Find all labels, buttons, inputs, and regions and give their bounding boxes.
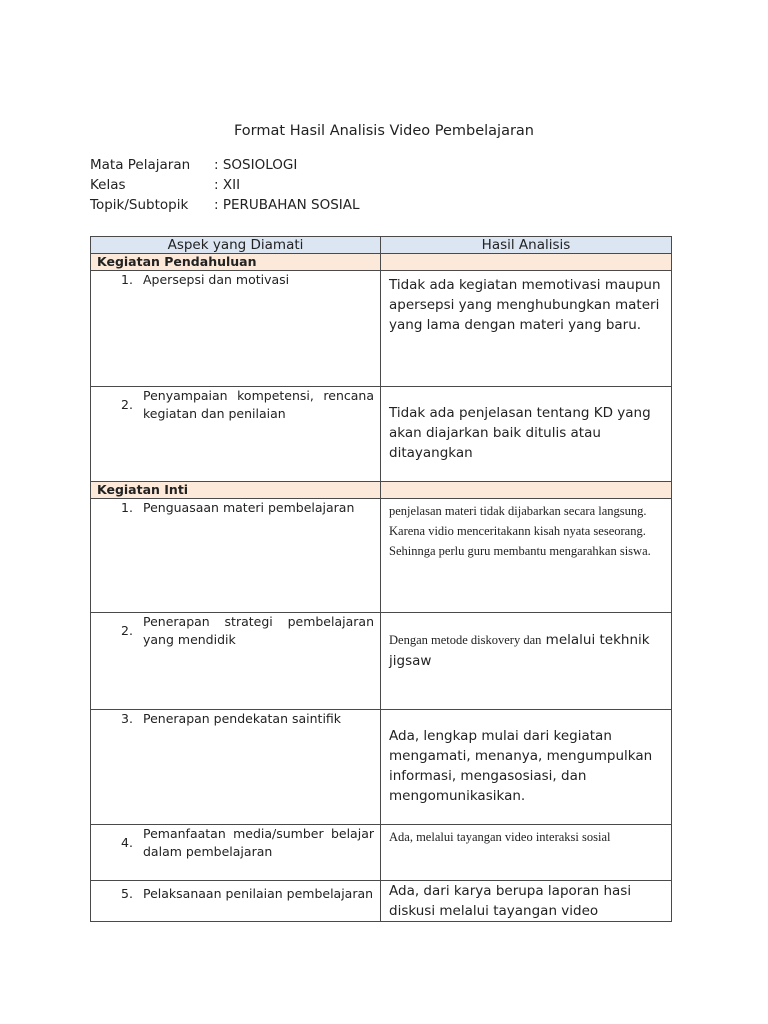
aspect-text: Penguasaan materi pembelajaran — [143, 500, 355, 515]
item-number: 2. — [121, 623, 133, 638]
section-empty-cell — [381, 254, 672, 271]
column-header-result: Hasil Analisis — [381, 237, 672, 254]
aspect-text: Apersepsi dan motivasi — [143, 272, 290, 287]
aspect-cell — [91, 881, 381, 922]
result-cell — [381, 499, 672, 613]
aspect-text: Pemanfaatan media/sumber belajar dalam pembelajaran — [143, 826, 374, 859]
table-row — [91, 825, 672, 881]
aspect-text: Penerapan pendekatan saintifik — [143, 711, 342, 726]
result-text: Ada, dari karya berupa laporan hasi diskusi melalui tayangan video — [389, 883, 632, 919]
result-text: Ada, melalui tayangan video interaksi sosial — [389, 830, 611, 844]
aspect-cell — [91, 825, 381, 881]
result-cell — [381, 613, 672, 710]
item-number: 1. — [121, 500, 133, 515]
meta-label: Kelas — [90, 177, 126, 193]
aspect-cell — [91, 387, 381, 482]
section-title: Kegiatan Pendahuluan — [91, 254, 381, 271]
table-header-row — [91, 237, 672, 254]
aspect-item — [91, 881, 380, 903]
meta-value: : XII — [214, 177, 241, 193]
aspect-text: Penyampaian kompetensi, rencana kegiatan dan penilaian — [143, 388, 374, 421]
result-text-part: Dengan metode diskovery dan — [389, 633, 542, 647]
item-number: 3. — [121, 711, 133, 726]
aspect-item — [91, 825, 380, 861]
aspect-cell — [91, 710, 381, 825]
result-cell — [381, 881, 672, 922]
section-row-pendahuluan — [91, 254, 672, 271]
table-row — [91, 499, 672, 613]
aspect-item — [91, 499, 380, 517]
section-row-inti — [91, 482, 672, 499]
result-text: Tidak ada penjelasan tentang KD yang akan diajarkan baik ditulis atau ditayangkan — [389, 405, 651, 461]
result-text — [381, 613, 671, 671]
table-row — [91, 271, 672, 387]
result-text: penjelasan materi tidak dijabarkan secara langsung. Karena vidio menceritakann kisah nyata seseorang. Sehinnga perlu guru membantu mengarahkan siswa. — [389, 504, 651, 558]
item-number: 4. — [121, 835, 133, 850]
result-cell — [381, 825, 672, 881]
item-number: 5. — [121, 886, 133, 901]
item-number: 2. — [121, 397, 133, 412]
aspect-item — [91, 271, 380, 289]
analysis-table — [90, 236, 672, 922]
meta-subject — [90, 155, 360, 175]
item-number: 1. — [121, 272, 133, 287]
meta-value: : PERUBAHAN SOSIAL — [214, 197, 360, 213]
result-cell — [381, 710, 672, 825]
aspect-cell — [91, 499, 381, 613]
aspect-item — [91, 387, 380, 423]
column-header-aspect: Aspek yang Diamati — [91, 237, 381, 254]
result-text: Tidak ada kegiatan memotivasi maupun apersepsi yang menghubungkan materi yang lama dengan materi yang baru. — [389, 277, 661, 333]
table-row — [91, 387, 672, 482]
table-row — [91, 710, 672, 825]
result-cell — [381, 387, 672, 482]
document-title: Format Hasil Analisis Video Pembelajaran — [233, 123, 534, 139]
aspect-cell — [91, 271, 381, 387]
result-text-part: melalui tekhnik jigsaw — [389, 632, 650, 669]
aspect-item — [91, 613, 380, 649]
table-row — [91, 881, 672, 922]
aspect-item — [91, 710, 380, 728]
aspect-text: Penerapan strategi pembelajaran yang mendidik — [143, 614, 374, 647]
aspect-cell — [91, 613, 381, 710]
table-row — [91, 613, 672, 710]
meta-value: : SOSIOLOGI — [214, 157, 298, 173]
section-title: Kegiatan Inti — [91, 482, 381, 499]
result-cell — [381, 271, 672, 387]
aspect-text: Pelaksanaan penilaian pembelajaran — [143, 886, 374, 901]
meta-class — [90, 175, 360, 195]
section-empty-cell — [381, 482, 672, 499]
result-text: Ada, lengkap mulai dari kegiatan mengamati, menanya, mengumpulkan informasi, mengasosiasi, dan mengomunikasikan. — [389, 728, 653, 804]
meta-label: Mata Pelajaran — [90, 157, 191, 173]
document-meta — [90, 155, 360, 215]
meta-label: Topik/Subtopik — [90, 197, 189, 213]
meta-topic — [90, 195, 360, 215]
